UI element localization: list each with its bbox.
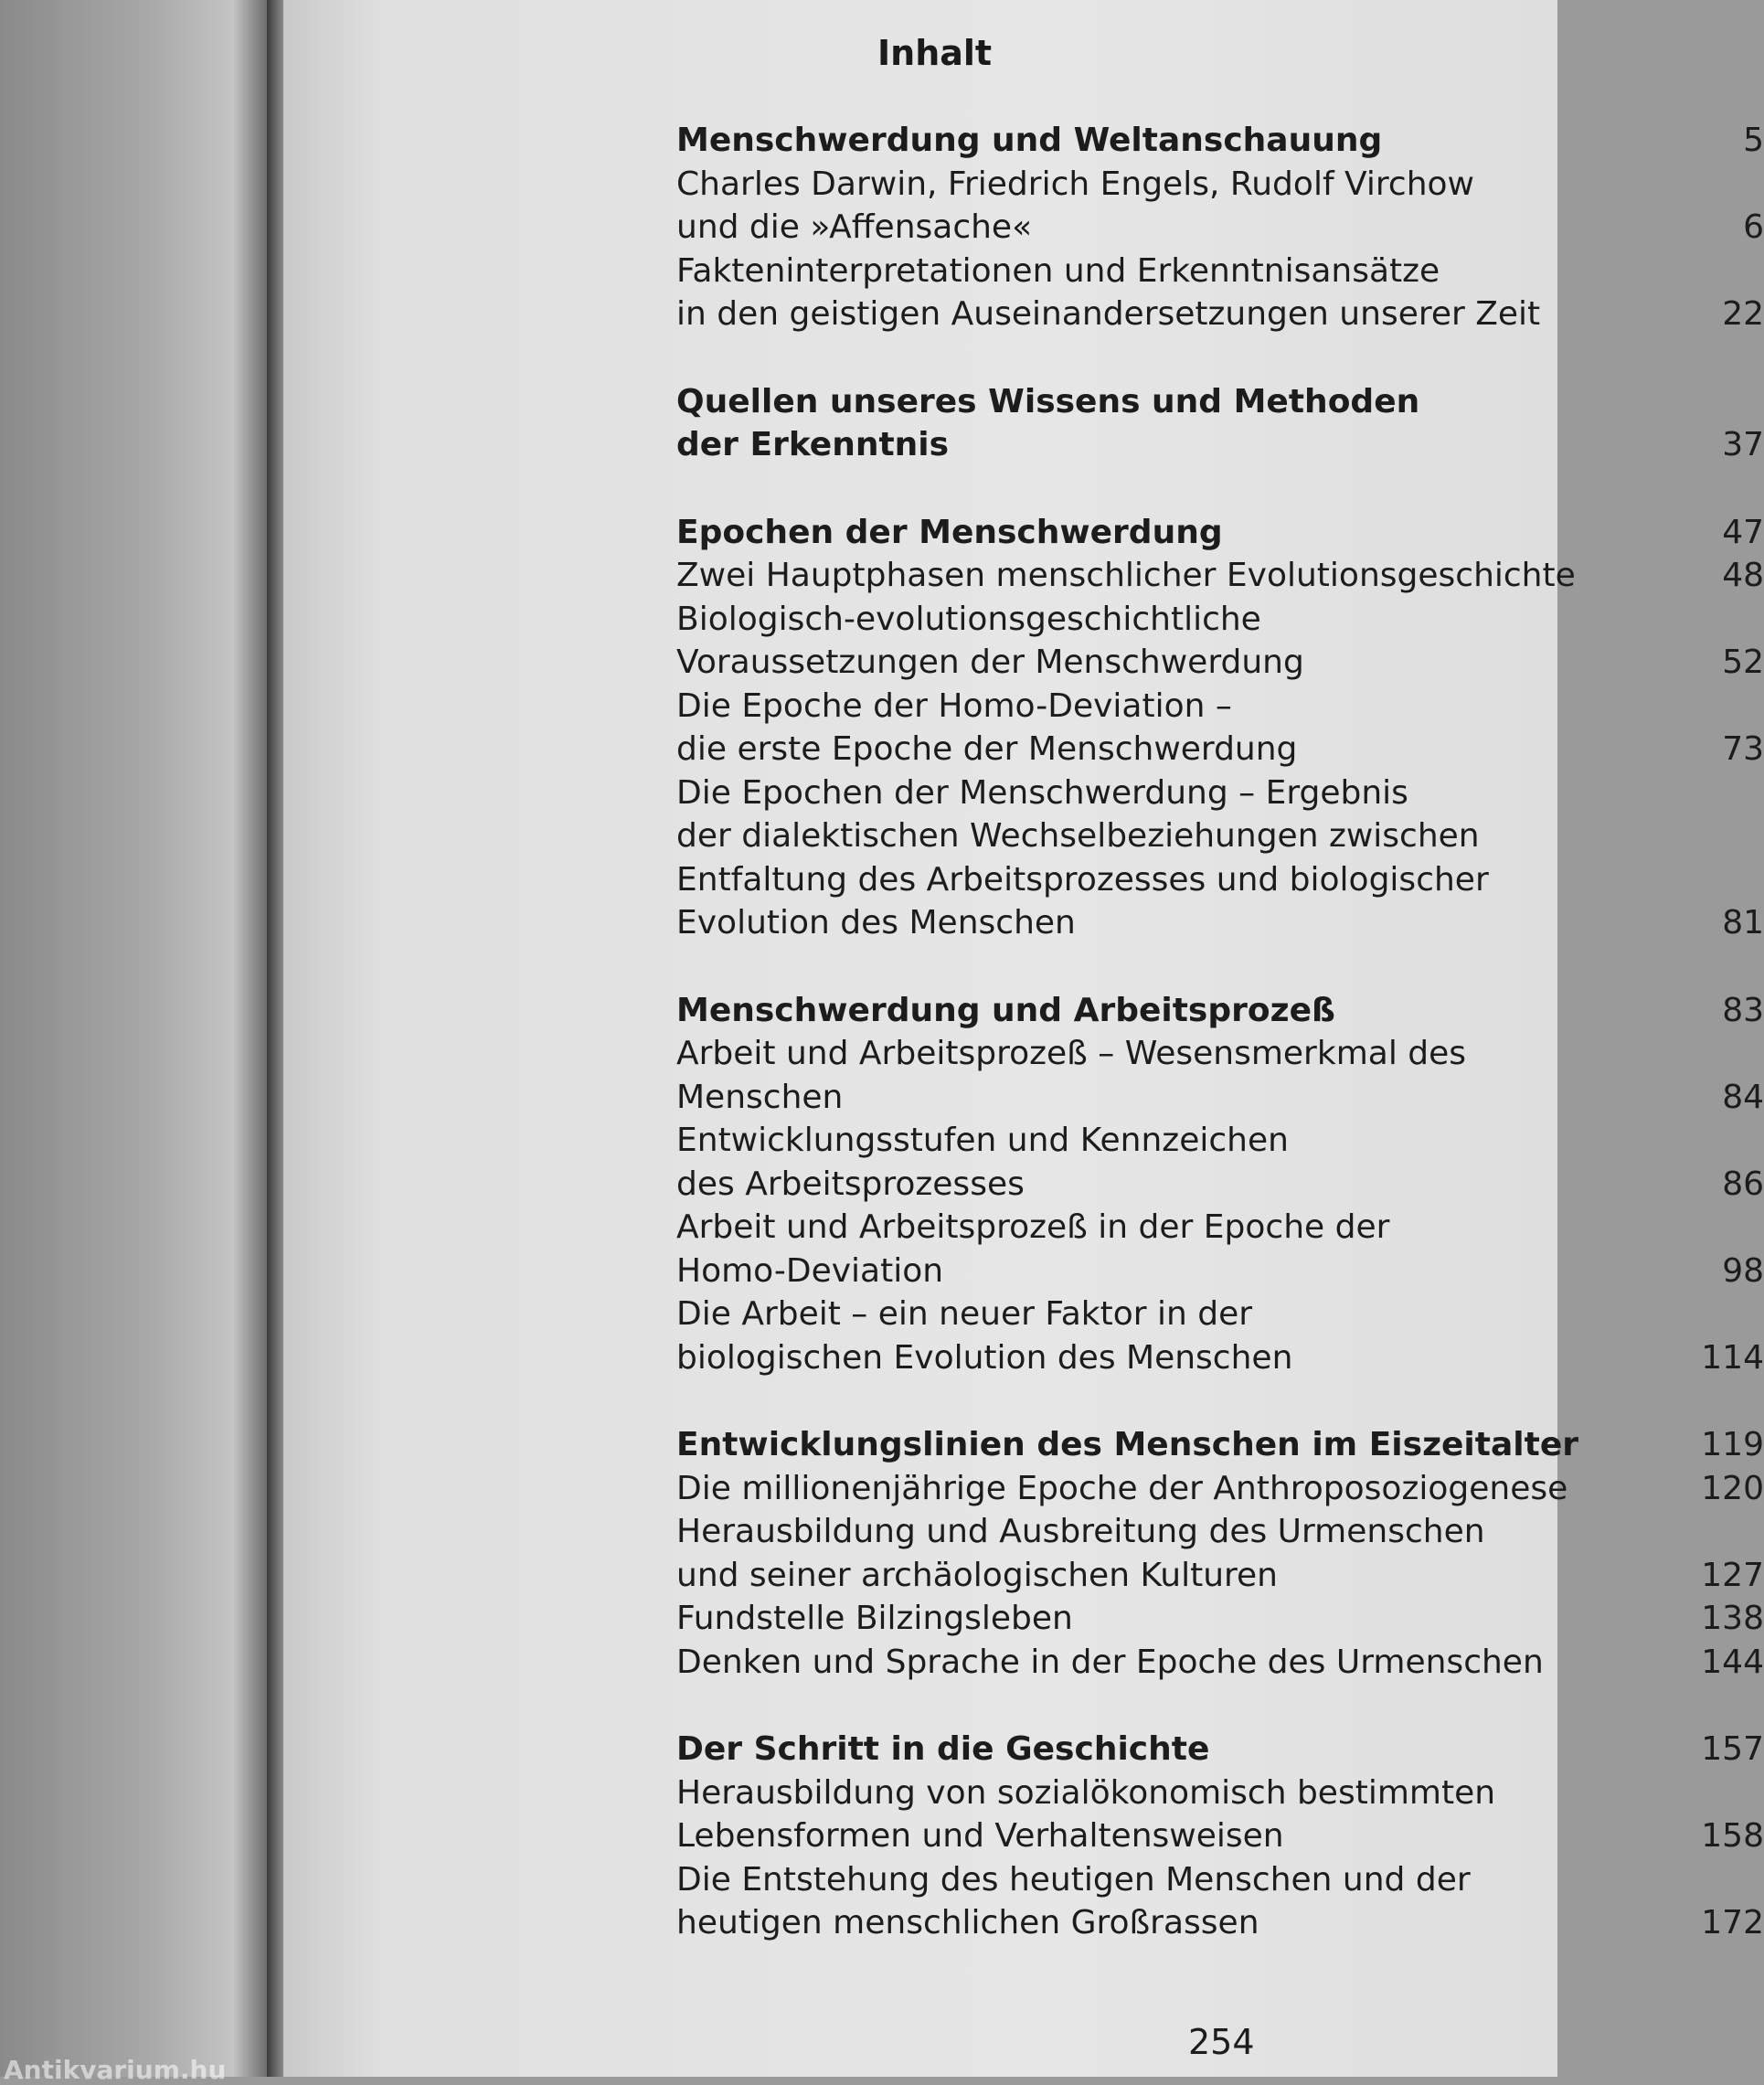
toc-entry-text: heutigen menschlichen Großrassen bbox=[676, 1904, 1259, 1941]
toc-entry bbox=[676, 1771, 1764, 1815]
toc-entry-text: in den geistigen Auseinandersetzungen unserer Zeit bbox=[676, 295, 1541, 333]
toc-entry-text: Evolution des Menschen bbox=[676, 904, 1076, 941]
toc-heading bbox=[676, 423, 1764, 467]
toc-entry-text: Biologisch-evolutionsgeschichtliche bbox=[676, 600, 1261, 638]
toc-page-number: 119 bbox=[1701, 1426, 1764, 1463]
toc-section bbox=[676, 989, 1764, 1380]
toc-entry-text: Arbeit und Arbeitsprozeß – Wesensmerkmal des bbox=[676, 1035, 1467, 1072]
toc-entry-text: und die »Affensache« bbox=[676, 208, 1033, 246]
toc-page-number: 47 bbox=[1722, 513, 1764, 551]
toc-section bbox=[676, 1423, 1764, 1684]
toc-entry-text: Zwei Hauptphasen menschlicher Evolutionsgeschichte bbox=[676, 557, 1576, 594]
toc-entry bbox=[676, 1206, 1764, 1250]
toc-section bbox=[676, 511, 1764, 945]
toc-page-number: 158 bbox=[1701, 1817, 1764, 1855]
toc-page-number: 172 bbox=[1701, 1904, 1764, 1941]
toc-entry-text: und seiner archäologischen Kulturen bbox=[676, 1556, 1279, 1594]
toc-page-number: 120 bbox=[1701, 1469, 1764, 1507]
toc-entry-text: der Erkenntnis bbox=[676, 426, 950, 463]
toc-entry-text: Die Epoche der Homo-Deviation – bbox=[676, 686, 1232, 725]
toc-entry-text: Charles Darwin, Friedrich Engels, Rudolf Virchow bbox=[676, 165, 1474, 203]
toc-entry bbox=[676, 554, 1764, 598]
watermark: Antikvarium.hu bbox=[4, 2055, 227, 2085]
toc-heading bbox=[676, 119, 1764, 163]
toc-entry-text: Die Epochen der Menschwerdung – Ergebnis bbox=[676, 773, 1408, 812]
toc-page-number: 52 bbox=[1722, 644, 1764, 681]
book-page bbox=[283, 0, 1764, 2077]
toc-page-number: 86 bbox=[1722, 1165, 1764, 1203]
toc-entry-text: Der Schritt in die Geschichte bbox=[676, 1730, 1210, 1768]
toc-entry bbox=[676, 1250, 1764, 1293]
toc-heading bbox=[676, 380, 1764, 424]
toc-page-number: 83 bbox=[1722, 991, 1764, 1029]
toc-entry-text: Herausbildung von sozialökonomisch bestimmten bbox=[676, 1773, 1496, 1812]
toc-entry bbox=[676, 293, 1764, 336]
toc-entry bbox=[676, 1641, 1764, 1685]
toc-page-number: 157 bbox=[1701, 1730, 1764, 1768]
toc-entry-text: Voraussetzungen der Menschwerdung bbox=[676, 644, 1304, 681]
toc-entry-text: die erste Epoche der Menschwerdung bbox=[676, 730, 1298, 768]
toc-entry bbox=[676, 1597, 1764, 1641]
toc-entry bbox=[676, 1119, 1764, 1163]
facing-page-edge bbox=[0, 0, 274, 2077]
toc-entry-text: Die Entstehung des heutigen Menschen und der bbox=[676, 1860, 1471, 1899]
toc-entry bbox=[676, 1901, 1764, 1945]
toc-page-number: 114 bbox=[1701, 1338, 1764, 1377]
toc-entry-text: Entfaltung des Arbeitsprozesses und biologischer bbox=[676, 860, 1489, 899]
toc-page-number: 5 bbox=[1743, 122, 1764, 159]
toc-entry-text: Epochen der Menschwerdung bbox=[676, 513, 1223, 551]
toc-entry-text: Entwicklungsstufen und Kennzeichen bbox=[676, 1122, 1289, 1159]
toc-page-number: 37 bbox=[1722, 426, 1764, 463]
table-of-contents bbox=[676, 119, 1764, 1989]
toc-entry bbox=[676, 598, 1764, 642]
page-number: 254 bbox=[1188, 2022, 1255, 2062]
toc-entry-text: Menschwerdung und Arbeitsprozeß bbox=[676, 991, 1335, 1029]
toc-entry bbox=[676, 1858, 1764, 1902]
toc-page-number: 98 bbox=[1722, 1251, 1764, 1290]
toc-entry bbox=[676, 1510, 1764, 1554]
toc-entry bbox=[676, 728, 1764, 771]
toc-entry bbox=[676, 1554, 1764, 1598]
toc-entry bbox=[676, 685, 1764, 729]
toc-entry-text: Herausbildung und Ausbreitung des Urmenschen bbox=[676, 1513, 1485, 1550]
toc-entry-text: Arbeit und Arbeitsprozeß in der Epoche der bbox=[676, 1208, 1390, 1246]
toc-page-number: 73 bbox=[1722, 730, 1764, 768]
toc-entry-text: Quellen unseres Wissens und Methoden bbox=[676, 382, 1420, 420]
toc-entry bbox=[676, 206, 1764, 250]
toc-entry bbox=[676, 1814, 1764, 1858]
toc-page-number: 127 bbox=[1701, 1556, 1764, 1594]
toc-page-number: 22 bbox=[1722, 295, 1764, 333]
toc-entry bbox=[676, 1032, 1764, 1076]
toc-entry-text: des Arbeitsprozesses bbox=[676, 1165, 1025, 1203]
toc-entry bbox=[676, 163, 1764, 207]
toc-entry-text: biologischen Evolution des Menschen bbox=[676, 1338, 1293, 1377]
toc-entry bbox=[676, 1292, 1764, 1336]
toc-entry bbox=[676, 1163, 1764, 1207]
toc-entry-text: Menschen bbox=[676, 1078, 844, 1116]
toc-heading bbox=[676, 511, 1764, 555]
toc-entry bbox=[676, 814, 1764, 858]
toc-page-number: 81 bbox=[1722, 904, 1764, 941]
toc-entry bbox=[676, 771, 1764, 815]
toc-entry-text: Die millionenjährige Epoche der Anthroposoziogenese bbox=[676, 1469, 1568, 1507]
toc-entry-text: Fakteninterpretationen und Erkenntnisansätze bbox=[676, 251, 1440, 290]
toc-heading bbox=[676, 1728, 1764, 1771]
toc-entry bbox=[676, 901, 1764, 945]
toc-section bbox=[676, 380, 1764, 467]
toc-page-number: 84 bbox=[1722, 1078, 1764, 1116]
toc-section bbox=[676, 1728, 1764, 1945]
toc-entry bbox=[676, 250, 1764, 293]
toc-entry-text: Menschwerdung und Weltanschauung bbox=[676, 122, 1383, 159]
toc-entry-text: Die Arbeit – ein neuer Faktor in der bbox=[676, 1295, 1253, 1333]
toc-page-number: 6 bbox=[1743, 208, 1764, 246]
toc-heading bbox=[676, 1423, 1764, 1467]
toc-entry-text: Denken und Sprache in der Epoche des Urmenschen bbox=[676, 1643, 1544, 1681]
toc-entry-text: Homo-Deviation bbox=[676, 1251, 944, 1290]
toc-entry-text: Lebensformen und Verhaltensweisen bbox=[676, 1817, 1284, 1855]
toc-entry-text: Entwicklungslinien des Menschen im Eiszeitalter bbox=[676, 1426, 1578, 1463]
page-title: Inhalt bbox=[877, 33, 993, 73]
toc-page-number: 138 bbox=[1701, 1600, 1764, 1637]
toc-heading bbox=[676, 989, 1764, 1033]
toc-entry bbox=[676, 858, 1764, 902]
toc-entry-text: der dialektischen Wechselbeziehungen zwischen bbox=[676, 817, 1480, 855]
toc-page-number: 48 bbox=[1722, 557, 1764, 594]
toc-page-number: 144 bbox=[1701, 1643, 1764, 1681]
toc-section bbox=[676, 119, 1764, 336]
toc-entry bbox=[676, 641, 1764, 685]
toc-entry bbox=[676, 1467, 1764, 1511]
toc-entry bbox=[676, 1336, 1764, 1380]
toc-entry bbox=[676, 1076, 1764, 1120]
toc-entry-text: Fundstelle Bilzingsleben bbox=[676, 1600, 1073, 1637]
